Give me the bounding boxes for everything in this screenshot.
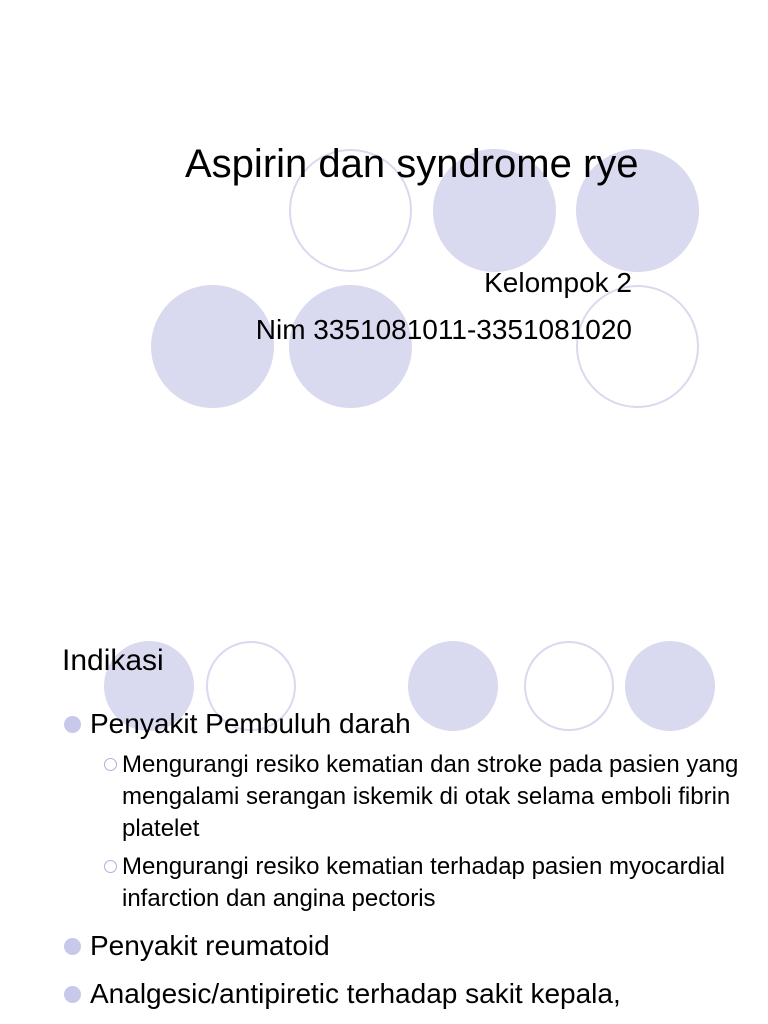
slide-subtitle-nim: Nim 3351081011-3351081020 xyxy=(255,314,632,345)
content-slide xyxy=(0,512,768,1024)
sub-bullet-ring-icon xyxy=(104,758,117,771)
bullet-dot-icon xyxy=(64,716,81,733)
bullet-item xyxy=(62,707,742,915)
bullet-dot-icon xyxy=(64,986,81,1003)
sub-bullet-list xyxy=(90,749,742,915)
bullet-text: Analgesic/antipiretic terhadap sakit kepala, xyxy=(90,978,621,1009)
sub-bullet-text: Mengurangi resiko kematian terhadap pasien myocardial infarction dan angina pectoris xyxy=(122,853,725,912)
sub-bullet-item xyxy=(102,851,742,915)
slide-title: Aspirin dan syndrome rye xyxy=(185,142,639,186)
bullet-item xyxy=(62,929,742,963)
slide-heading: Indikasi xyxy=(62,644,164,677)
slide-subtitle-group: Kelompok 2 xyxy=(484,267,632,298)
bullet-text: Penyakit reumatoid xyxy=(90,930,330,961)
bullet-dot-icon xyxy=(64,938,81,955)
sub-bullet-item xyxy=(102,749,742,845)
sub-bullet-text: Mengurangi resiko kematian dan stroke pada pasien yang mengalami serangan iskemik di otak selama emboli fibrin platelet xyxy=(122,751,739,842)
sub-bullet-ring-icon xyxy=(104,860,117,873)
bullet-item xyxy=(62,977,742,1011)
bullet-list xyxy=(62,707,742,1024)
bullet-text: Penyakit Pembuluh darah xyxy=(90,708,411,739)
